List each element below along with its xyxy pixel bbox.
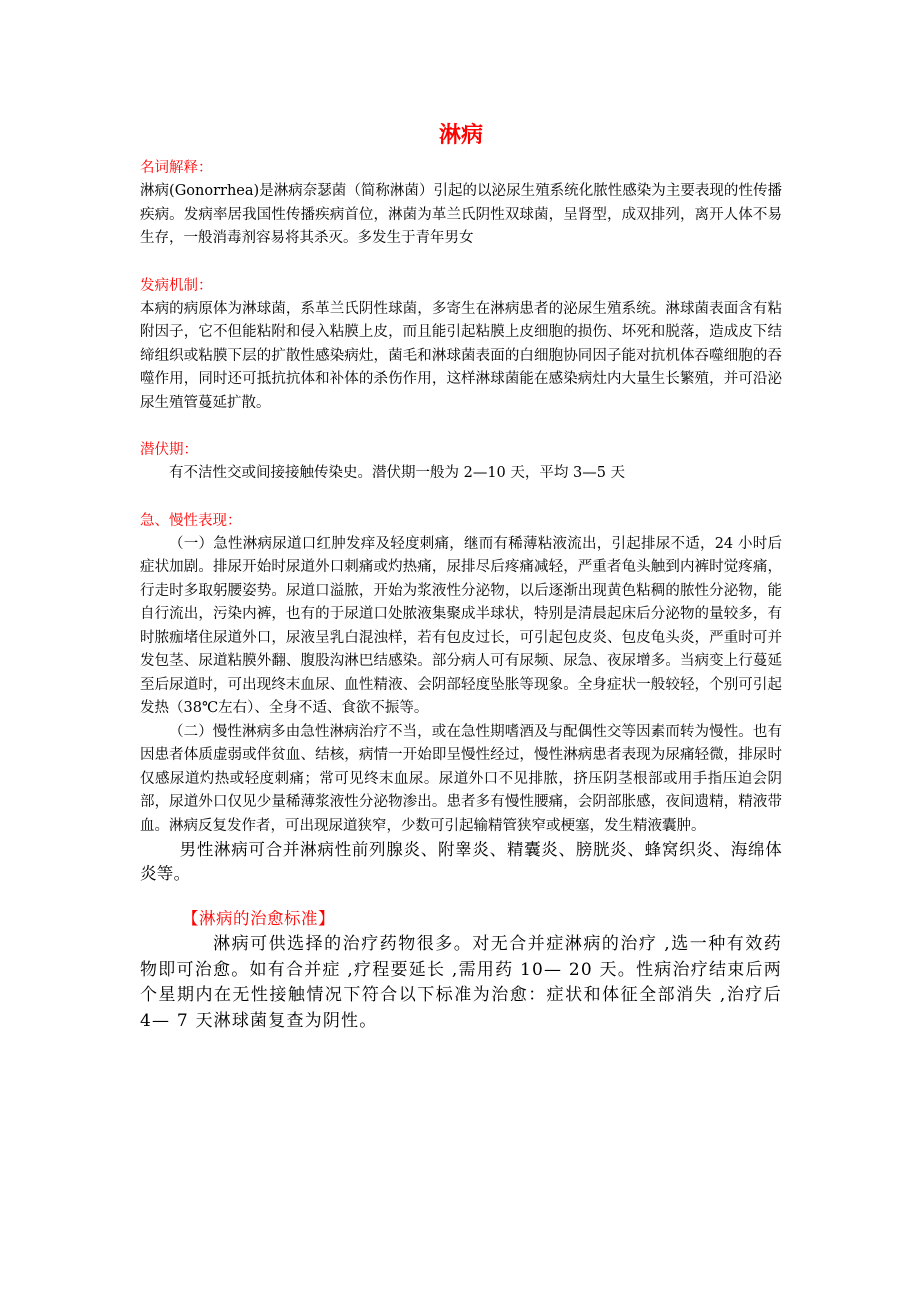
cure-heading: 【淋病的治愈标准】 [182,909,335,928]
definition-section [140,156,782,251]
complications-text: 男性淋病可合并淋病性前列腺炎、附睾炎、精囊炎、膀胱炎、蜂窝织炎、海绵体炎等。 [140,840,782,883]
definition-heading: 名词解释： [140,160,213,176]
acute-text: （一）急性淋病尿道口红肿发痒及轻度刺痛，继而有稀薄粘液流出，引起排尿不适，24 小时后症状加剧。排尿开始时尿道外口刺痛或灼热痛，尿排尽后疼痛减轻，严重者龟头触到内裤时觉疼痛，行走时多取躬腰姿势。尿道口溢脓，开始为浆液性分泌物，以后逐渐出现黄色粘稠的脓性分泌物，能自行流出，污染内裤，也有的于尿道口处脓液集聚成半球状，特别是清晨起床后分泌物的量较多，有时脓痂堵住尿道外口，尿液呈乳白混浊样，若有包皮过长，可引起包皮炎、包皮龟头炎，严重时可并发包茎、尿道粘膜外翻、腹股沟淋巴结感染。部分病人可有尿频、尿急、夜尿增多。当病变上行蔓延至后尿道时，可出现终末血尿、血性精液、会阴部轻度坠胀等现象。全身症状一般较轻，个别可引起发热（38℃左右）、全身不适、食欲不振等。 [140,535,782,716]
spacer [140,886,782,906]
document-title: 淋病 [438,122,483,148]
incubation-section [140,438,782,486]
cure-section [140,906,782,1034]
manifestations-heading: 急、慢性表现： [140,512,242,529]
cure-text: 淋病可供选择的治疗药物很多。对无合并症淋病的治疗 ,选一种有效药物即可治愈。如有合并症 ,疗程要延长 ,需用药 10— 20 天。性病治疗结束后两个星期内在无性接触情况下符合以下标准为治愈：症状和体征全部消失 ,治疗后 4— 7 天淋球菌复查为阴性。 [140,934,782,1031]
spacer [140,415,782,438]
incubation-text: 有不洁性交或间接接触传染史。潜伏期一般为 2—10 天，平均 3—5 天 [169,465,626,481]
spacer [140,486,782,509]
chronic-text: （二）慢性淋病多由急性淋病治疗不当，或在急性期嗜酒及与配偶性交等因素而转为慢性。也有因患者体质虚弱或伴贫血、结核，病情一开始即呈慢性经过，慢性淋病患者表现为尿痛轻微，排尿时仅感尿道灼热或轻度刺痛；常可见终末血尿。尿道外口不见排脓，挤压阴茎根部或用手指压迫会阴部，尿道外口仅见少量稀薄浆液性分泌物渗出。患者多有慢性腰痛，会阴部胀感，夜间遗精，精液带血。淋病反复发作者，可出现尿道狭窄，少数可引起输精管狭窄或梗塞，发生精液囊肿。 [140,723,782,834]
mechanism-heading: 发病机制： [140,277,213,294]
mechanism-section [140,274,782,416]
mechanism-text: 本病的病原体为淋球菌，系革兰氏阴性球菌，多寄生在淋病患者的泌尿生殖系统。淋球菌表面含有粘附因子，它不但能粘附和侵入粘膜上皮，而且能引起粘膜上皮细胞的损伤、坏死和脱落，造成皮下结缔组织或粘膜下层的扩散性感染病灶，菌毛和淋球菌表面的白细胞协同因子能对抗机体吞噬细胞的吞噬作用，同时还可抵抗抗体和补体的杀伤作用，这样淋球菌能在感染病灶内大量生长繁殖，并可沿泌尿生殖管蔓延扩散。 [140,300,782,411]
spacer [140,251,782,274]
definition-text: 淋病(Gonorrhea)是淋病奈瑟菌（简称淋菌）引起的以泌尿生殖系统化脓性感染为主要表现的性传播疾病。发病率居我国性传播疾病首位，淋菌为革兰氏阴性双球菌，呈肾型，成双排列，离开人体不易生存，一般消毒剂容易将其杀灭。多发生于青年男女 [140,183,782,246]
document-page [140,120,782,1034]
manifestations-section [140,509,782,887]
incubation-heading: 潜伏期： [140,442,198,458]
